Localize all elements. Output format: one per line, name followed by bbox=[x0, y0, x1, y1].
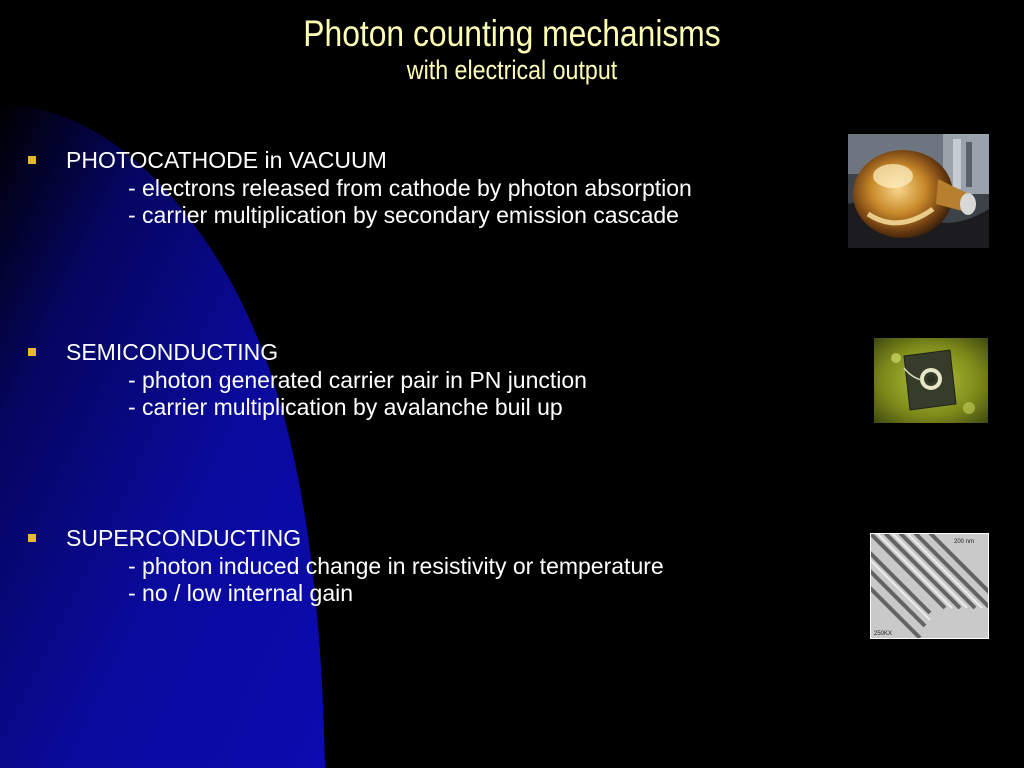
bullet-detail: - electrons released from cathode by photon absorption bbox=[128, 175, 692, 201]
bullet-detail: - photon induced change in resistivity or temperature bbox=[128, 553, 664, 579]
bullet-detail: - carrier multiplication by avalanche buil up bbox=[128, 394, 563, 420]
bullet-square-icon bbox=[28, 534, 36, 542]
superconducting-nanowire-micrograph bbox=[870, 533, 989, 639]
slide-title: Photon counting mechanisms bbox=[303, 13, 721, 54]
bullet-heading: SUPERCONDUCTING bbox=[66, 525, 302, 551]
bullet-square-icon bbox=[28, 348, 36, 356]
slide-title-block bbox=[0, 12, 1024, 84]
magnification-label: 250KX bbox=[874, 631, 893, 637]
scale-label: 200 nm bbox=[953, 539, 974, 545]
bullet-detail: - no / low internal gain bbox=[128, 580, 354, 606]
bullet-square-icon bbox=[28, 156, 36, 164]
photomultiplier-tube-photo bbox=[848, 134, 989, 248]
bullet-detail: - photon generated carrier pair in PN junction bbox=[128, 367, 587, 393]
bullet-heading: SEMICONDUCTING bbox=[66, 339, 279, 365]
avalanche-photodiode-chip-photo bbox=[874, 338, 988, 423]
bullet-heading: PHOTOCATHODE in VACUUM bbox=[66, 147, 387, 173]
bullet-detail: - carrier multiplication by secondary emission cascade bbox=[128, 202, 679, 228]
slide-subtitle: with electrical output bbox=[406, 55, 618, 85]
